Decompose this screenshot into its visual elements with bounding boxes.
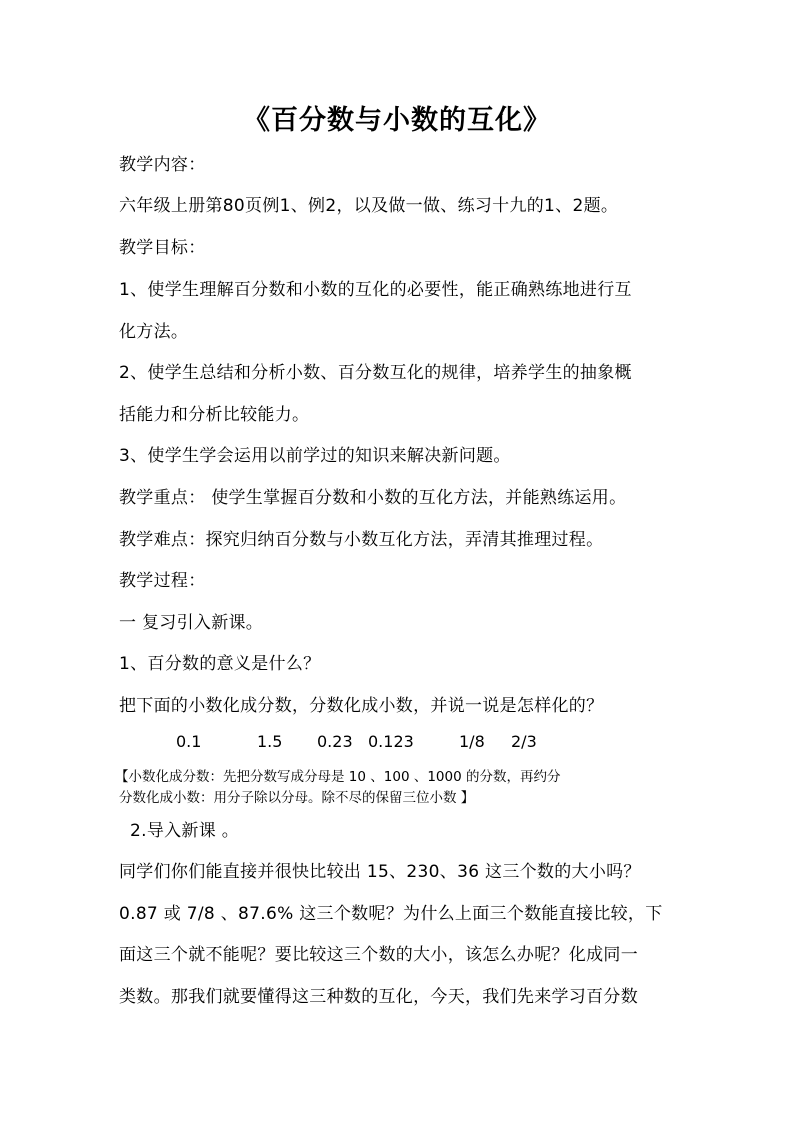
process-heading: 教学过程：	[119, 571, 206, 591]
key-point: 教学重点： 使学生掌握百分数和小数的互化方法，并能熟练运用。	[119, 488, 627, 508]
number-item: 0.123	[368, 732, 414, 751]
number-item: 1/8	[459, 732, 485, 751]
content-heading: 教学内容：	[119, 155, 206, 175]
number-item: 1.5	[257, 732, 283, 751]
section-1-heading: 一 复习引入新课。	[119, 613, 264, 633]
note-line-2: 分数化成小数：用分子除以分母。除不尽的保留三位小数 】	[119, 790, 475, 806]
goals-heading: 教学目标：	[119, 238, 206, 258]
document-title: 《百分数与小数的互化》	[243, 105, 551, 136]
goal-3: 3、使学生学会运用以前学过的知识来解决新问题。	[119, 446, 511, 466]
goal-2-line-1: 2、使学生总结和分析小数、百分数互化的规律，培养学生的抽象概	[119, 363, 632, 383]
paragraph-line-4: 类数。那我们就要懂得这三种数的互化，今天，我们先来学习百分数	[119, 987, 638, 1007]
goal-1-line-1: 1、使学生理解百分数和小数的互化的必要性，能正确熟练地进行互	[119, 280, 632, 300]
section-2-heading: 2.导入新课 。	[130, 821, 240, 841]
number-item: 0.1	[176, 732, 202, 751]
difficult-point: 教学难点：探究归纳百分数与小数互化方法，弄清其推理过程。	[119, 530, 604, 550]
question-1: 1、百分数的意义是什么？	[119, 654, 321, 674]
paragraph-line-2: 0.87 或 7/8 、87.6% 这三个数呢？为什么上面三个数能直接比较，下	[119, 904, 663, 924]
content-text: 六年级上册第80页例1、例2，以及做一做、练习十九的1、2题。	[119, 196, 619, 216]
number-item: 0.23	[317, 732, 353, 751]
instruction-text: 把下面的小数化成分数，分数化成小数，并说一说是怎样化的？	[119, 696, 604, 716]
goal-2-line-2: 括能力和分析比较能力。	[119, 405, 310, 425]
paragraph-line-1: 同学们你们能直接并很快比较出 15、230、36 这三个数的大小吗？	[119, 862, 641, 882]
goal-1-line-2: 化方法。	[119, 322, 189, 342]
note-line-1: 【小数化成分数：先把分数写成分母是 10 、100 、1000 的分数，再约分	[115, 769, 561, 785]
paragraph-line-3: 面这三个就不能呢？要比较这三个数的大小，该怎么办呢？化成同一	[119, 945, 638, 965]
number-item: 2/3	[511, 732, 537, 751]
